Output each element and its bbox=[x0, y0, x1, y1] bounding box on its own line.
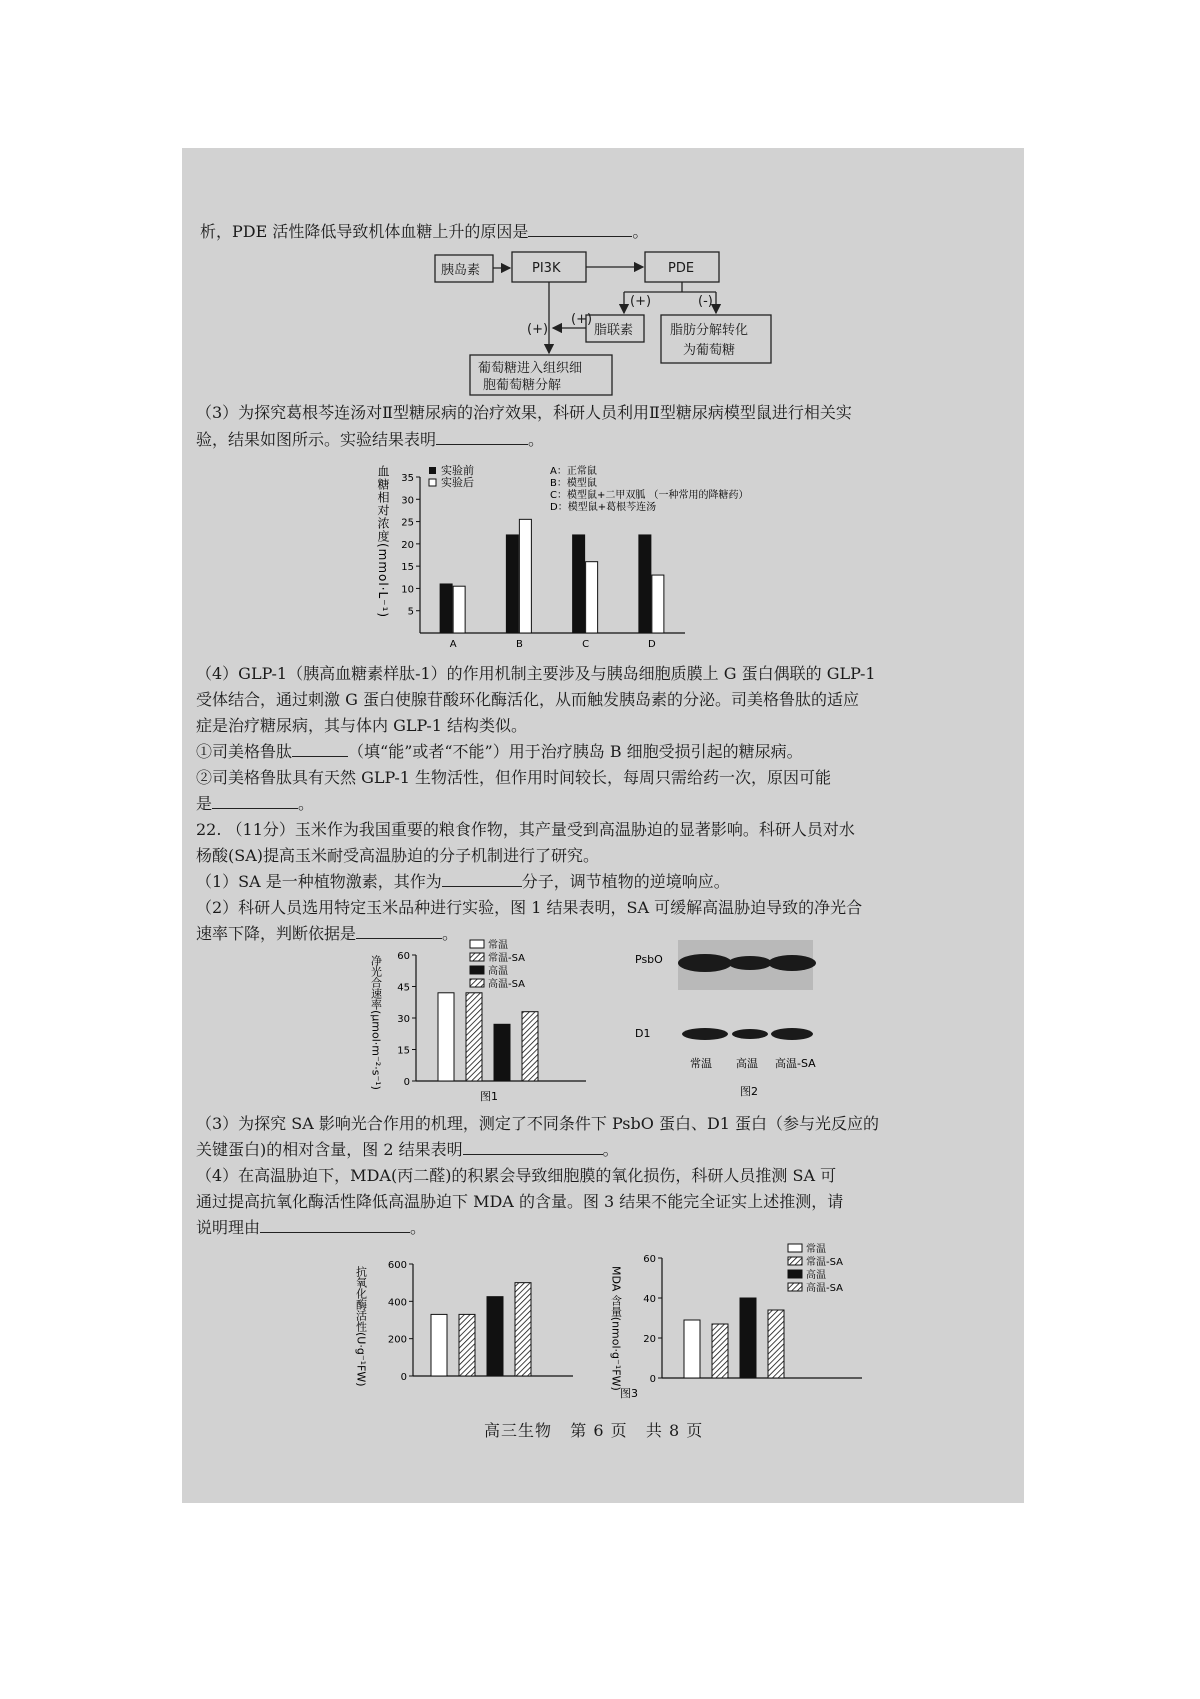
plus-sign-3: (+) bbox=[527, 322, 549, 337]
fig3-legend-label-1: 常温-SA bbox=[806, 1257, 843, 1268]
glucose-ytick-label: 35 bbox=[401, 473, 414, 484]
glucose-ytick-label: 20 bbox=[401, 539, 414, 551]
q22-p4b: 通过提高抗氧化酶活性降低高温胁迫下 MDA 的含量。图 3 结果不能完全证实上述推测，请 bbox=[196, 1192, 844, 1211]
pathway-diagram bbox=[0, 0, 1200, 420]
q21-part4-line3: 症是治疗糖尿病，其与体内 GLP-1 结构类似。 bbox=[196, 716, 528, 735]
psbo-label: PsbO bbox=[635, 953, 663, 966]
q22-p3b: 关键蛋白)的相对含量，图 2 结果表明 。 bbox=[196, 1140, 619, 1159]
fig3a-bar-0 bbox=[431, 1314, 447, 1376]
fig3a-ytick-label: 0 bbox=[400, 1372, 407, 1383]
psbo-band-1 bbox=[678, 954, 732, 972]
q22-p1: （1）SA 是一种植物激素，其作为 分子，调节植物的逆境响应。 bbox=[196, 872, 730, 891]
minus-sign: (-) bbox=[698, 294, 713, 309]
fig2-caption: 图2 bbox=[740, 1085, 758, 1098]
fig1-legend-swatch-2 bbox=[470, 966, 484, 974]
fig1-ylabel: 净光合速率(μmol·m⁻²·s⁻¹) bbox=[369, 955, 383, 1090]
pde-label: PDE bbox=[668, 261, 695, 276]
legend-before-swatch bbox=[429, 467, 436, 474]
q22-p3a: （3）为探究 SA 影响光合作用的机理，测定了不同条件下 PsbO 蛋白、D1 蛋白（参与光反应的 bbox=[196, 1114, 880, 1133]
glucose-ytick-label: 30 bbox=[401, 495, 414, 507]
fig1-legend-swatch-1 bbox=[470, 953, 484, 961]
group-b-label: B：模型鼠 bbox=[550, 478, 597, 489]
fig1-legend-swatch-0 bbox=[470, 940, 484, 948]
fig1-ytick-label: 30 bbox=[397, 1014, 410, 1025]
q22-p4a: （4）在高温胁迫下，MDA(丙二醛)的积累会导致细胞膜的氧化损伤，科研人员推测 SA 可 bbox=[196, 1166, 837, 1185]
psbo-band-3 bbox=[768, 955, 816, 971]
fig3a-bar-3 bbox=[515, 1283, 531, 1376]
fig1-caption: 图1 bbox=[480, 1090, 498, 1103]
q22-p4c: 说明理由 。 bbox=[196, 1218, 427, 1237]
blood-glucose-chart bbox=[355, 455, 749, 655]
q21-part3-line2: 验，结果如图所示。实验结果表明 。 bbox=[196, 430, 545, 449]
fig3b-ytick-label: 40 bbox=[643, 1294, 656, 1305]
fig3-legend-label-0: 常温 bbox=[806, 1244, 826, 1255]
psbo-band-2 bbox=[728, 956, 772, 970]
glucose-bar-A-after bbox=[453, 586, 465, 633]
figure1-chart bbox=[368, 935, 598, 1105]
fig3a-ytick-label: 400 bbox=[387, 1297, 407, 1309]
d1-band-1 bbox=[682, 1028, 728, 1040]
d1-band-3 bbox=[771, 1028, 813, 1040]
glucose-xtick-D: D bbox=[648, 639, 656, 650]
lipolysis-label-2: 为葡萄糖 bbox=[683, 343, 736, 358]
q21-part4-line1: （4）GLP-1（胰高血糖素样肽-1）的作用机制主要涉及与胰岛细胞质膜上 G 蛋白偶联的 GLP-1 bbox=[196, 664, 876, 683]
glucose-bar-A-before bbox=[440, 584, 452, 633]
glucose-bar-C-after bbox=[586, 562, 598, 633]
fig3b-ytick-label: 20 bbox=[643, 1334, 656, 1345]
glucose-label-1: 葡萄糖进入组织细 bbox=[478, 361, 583, 376]
figure3-mda-chart bbox=[610, 1240, 880, 1400]
fig3a-ytick-label: 200 bbox=[387, 1334, 407, 1346]
glucose-label-2: 胞葡萄糖分解 bbox=[483, 378, 562, 393]
fig1-bar-2 bbox=[494, 1024, 510, 1081]
glucose-ytick-label: 15 bbox=[401, 562, 414, 574]
fig3-legend-label-2: 高温 bbox=[806, 1270, 826, 1281]
fig3-ylabel-right: MDA 含量(nmol·g⁻¹FW) bbox=[609, 1266, 623, 1391]
glucose-ytick-label: 25 bbox=[401, 517, 414, 529]
fig1-legend-label-3: 高温-SA bbox=[488, 979, 525, 990]
fig1-ytick-label: 60 bbox=[397, 951, 410, 962]
q22-line1: 22. （11分）玉米作为我国重要的粮食作物，其产量受到高温胁迫的显著影响。科研人员对水 bbox=[196, 820, 855, 839]
adiponectin-label: 脂联素 bbox=[594, 323, 634, 338]
group-a-label: A：正常鼠 bbox=[550, 466, 597, 477]
fig1-ytick-label: 15 bbox=[397, 1045, 410, 1057]
q22-p2a: （2）科研人员选用特定玉米品种进行实验，图 1 结果表明，SA 可缓解高温胁迫导致的净光合 bbox=[196, 898, 863, 917]
fig1-bar-3 bbox=[522, 1012, 538, 1081]
fig3-legend bbox=[788, 1242, 843, 1294]
fig3-caption: 图3 bbox=[620, 1387, 638, 1400]
fig1-bar-1 bbox=[466, 993, 482, 1081]
fig3-legend-swatch-2 bbox=[788, 1270, 802, 1278]
fig3a-bar-1 bbox=[459, 1314, 475, 1376]
glucose-xtick-A: A bbox=[449, 639, 457, 650]
glucose-xtick-C: C bbox=[582, 639, 590, 650]
fig3a-axes bbox=[388, 1260, 573, 1383]
fig3-ylabel-left: 抗氧化酶活性(U·g⁻¹FW) bbox=[354, 1266, 368, 1387]
lane-3-label: 高温-SA bbox=[775, 1057, 816, 1070]
fig3b-bar-0 bbox=[684, 1320, 700, 1378]
fig3a-bar-2 bbox=[487, 1297, 503, 1376]
q22-line2: 杨酸(SA)提高玉米耐受高温胁迫的分子机制进行了研究。 bbox=[196, 846, 600, 865]
glucose-ytick-label: 5 bbox=[407, 606, 414, 618]
fig1-ytick-label: 0 bbox=[403, 1077, 410, 1088]
pi3k-label: PI3K bbox=[532, 261, 561, 276]
page-footer bbox=[484, 1418, 703, 1441]
lipolysis-label-1: 脂肪分解转化 bbox=[670, 323, 749, 338]
figure2-blot bbox=[630, 935, 840, 1100]
fig3b-bar-3 bbox=[768, 1310, 784, 1378]
q21-part4-q2: ②司美格鲁肽具有天然 GLP-1 生物活性，但作用时间较长，每周只需给药一次，原因可能 bbox=[196, 768, 832, 787]
group-d-label: D：模型鼠+葛根芩连汤 bbox=[550, 502, 657, 513]
footer-total: 共 8 页 bbox=[645, 1421, 704, 1440]
legend-before: 实验前 bbox=[441, 464, 474, 477]
fig1-bar-0 bbox=[438, 993, 454, 1081]
q21-part4-q1: ①司美格鲁肽 （填“能”或者“不能”）用于治疗胰岛 B 细胞受损引起的糖尿病。 bbox=[196, 742, 803, 761]
lane-1-label: 常温 bbox=[690, 1057, 712, 1070]
glucose-bar-B-after bbox=[519, 519, 531, 633]
q22-p2b: 速率下降，判断依据是 。 bbox=[196, 924, 459, 943]
fig1-legend-label-0: 常温 bbox=[488, 940, 508, 951]
fig1-legend-label-1: 常温-SA bbox=[488, 953, 525, 964]
fig3-legend-swatch-3 bbox=[788, 1283, 802, 1291]
glucose-bar-D-after bbox=[652, 575, 664, 633]
d1-band-2 bbox=[732, 1029, 768, 1039]
fig3-legend-swatch-0 bbox=[788, 1244, 802, 1252]
fig3b-bars bbox=[684, 1298, 784, 1378]
fig1-bars bbox=[438, 993, 538, 1081]
d1-label: D1 bbox=[635, 1027, 651, 1040]
q21-part4-q2b: 是 。 bbox=[196, 794, 315, 813]
lane-2-label: 高温 bbox=[736, 1057, 758, 1070]
footer-subject: 高三生物 bbox=[484, 1421, 553, 1440]
plus-sign-1: (+) bbox=[630, 294, 652, 309]
footer-page: 第 6 页 bbox=[570, 1421, 628, 1440]
fig3b-ytick-label: 60 bbox=[643, 1254, 656, 1265]
legend-after: 实验后 bbox=[441, 476, 474, 489]
fig3a-ytick-label: 600 bbox=[387, 1260, 407, 1271]
fig3-legend-label-3: 高温-SA bbox=[806, 1283, 843, 1294]
fig1-legend-label-2: 高温 bbox=[488, 966, 508, 977]
glucose-bars bbox=[440, 519, 664, 650]
glucose-bar-C-before bbox=[573, 535, 585, 633]
group-c-label: C：模型鼠+二甲双胍 （一种常用的降糖药） bbox=[550, 490, 749, 501]
fig1-ytick-label: 45 bbox=[397, 982, 410, 994]
glucose-xtick-B: B bbox=[515, 639, 523, 650]
fig1-legend bbox=[470, 938, 525, 990]
fig3a-bars bbox=[431, 1283, 531, 1376]
figure3-antioxidant-chart bbox=[355, 1248, 585, 1388]
insulin-label: 胰岛素 bbox=[441, 263, 481, 278]
fig3-legend-swatch-1 bbox=[788, 1257, 802, 1265]
legend-after-swatch bbox=[429, 479, 436, 486]
q21-part4-line2: 受体结合，通过刺激 G 蛋白使腺苷酸环化酶活化，从而触发胰岛素的分泌。司美格鲁肽的适应 bbox=[196, 690, 859, 709]
fig3b-ytick-label: 0 bbox=[649, 1374, 656, 1385]
glucose-bar-D-before bbox=[639, 535, 651, 633]
fig3b-bar-1 bbox=[712, 1324, 728, 1378]
q21-pde-line: 析，PDE 活性降低导致机体血糖上升的原因是 。 bbox=[200, 222, 649, 241]
glucose-ylabel: 血糖相对浓度(mmol·L⁻¹) bbox=[376, 465, 390, 619]
fig1-legend-swatch-3 bbox=[470, 979, 484, 987]
fig3b-bar-2 bbox=[740, 1298, 756, 1378]
plus-sign-2: (+) bbox=[571, 312, 593, 327]
q21-part3-line1: （3）为探究葛根芩连汤对Ⅱ型糖尿病的治疗效果，科研人员利用Ⅱ型糖尿病模型鼠进行相关实 bbox=[196, 403, 852, 422]
glucose-bar-B-before bbox=[506, 535, 518, 633]
glucose-ytick-label: 10 bbox=[401, 584, 414, 596]
